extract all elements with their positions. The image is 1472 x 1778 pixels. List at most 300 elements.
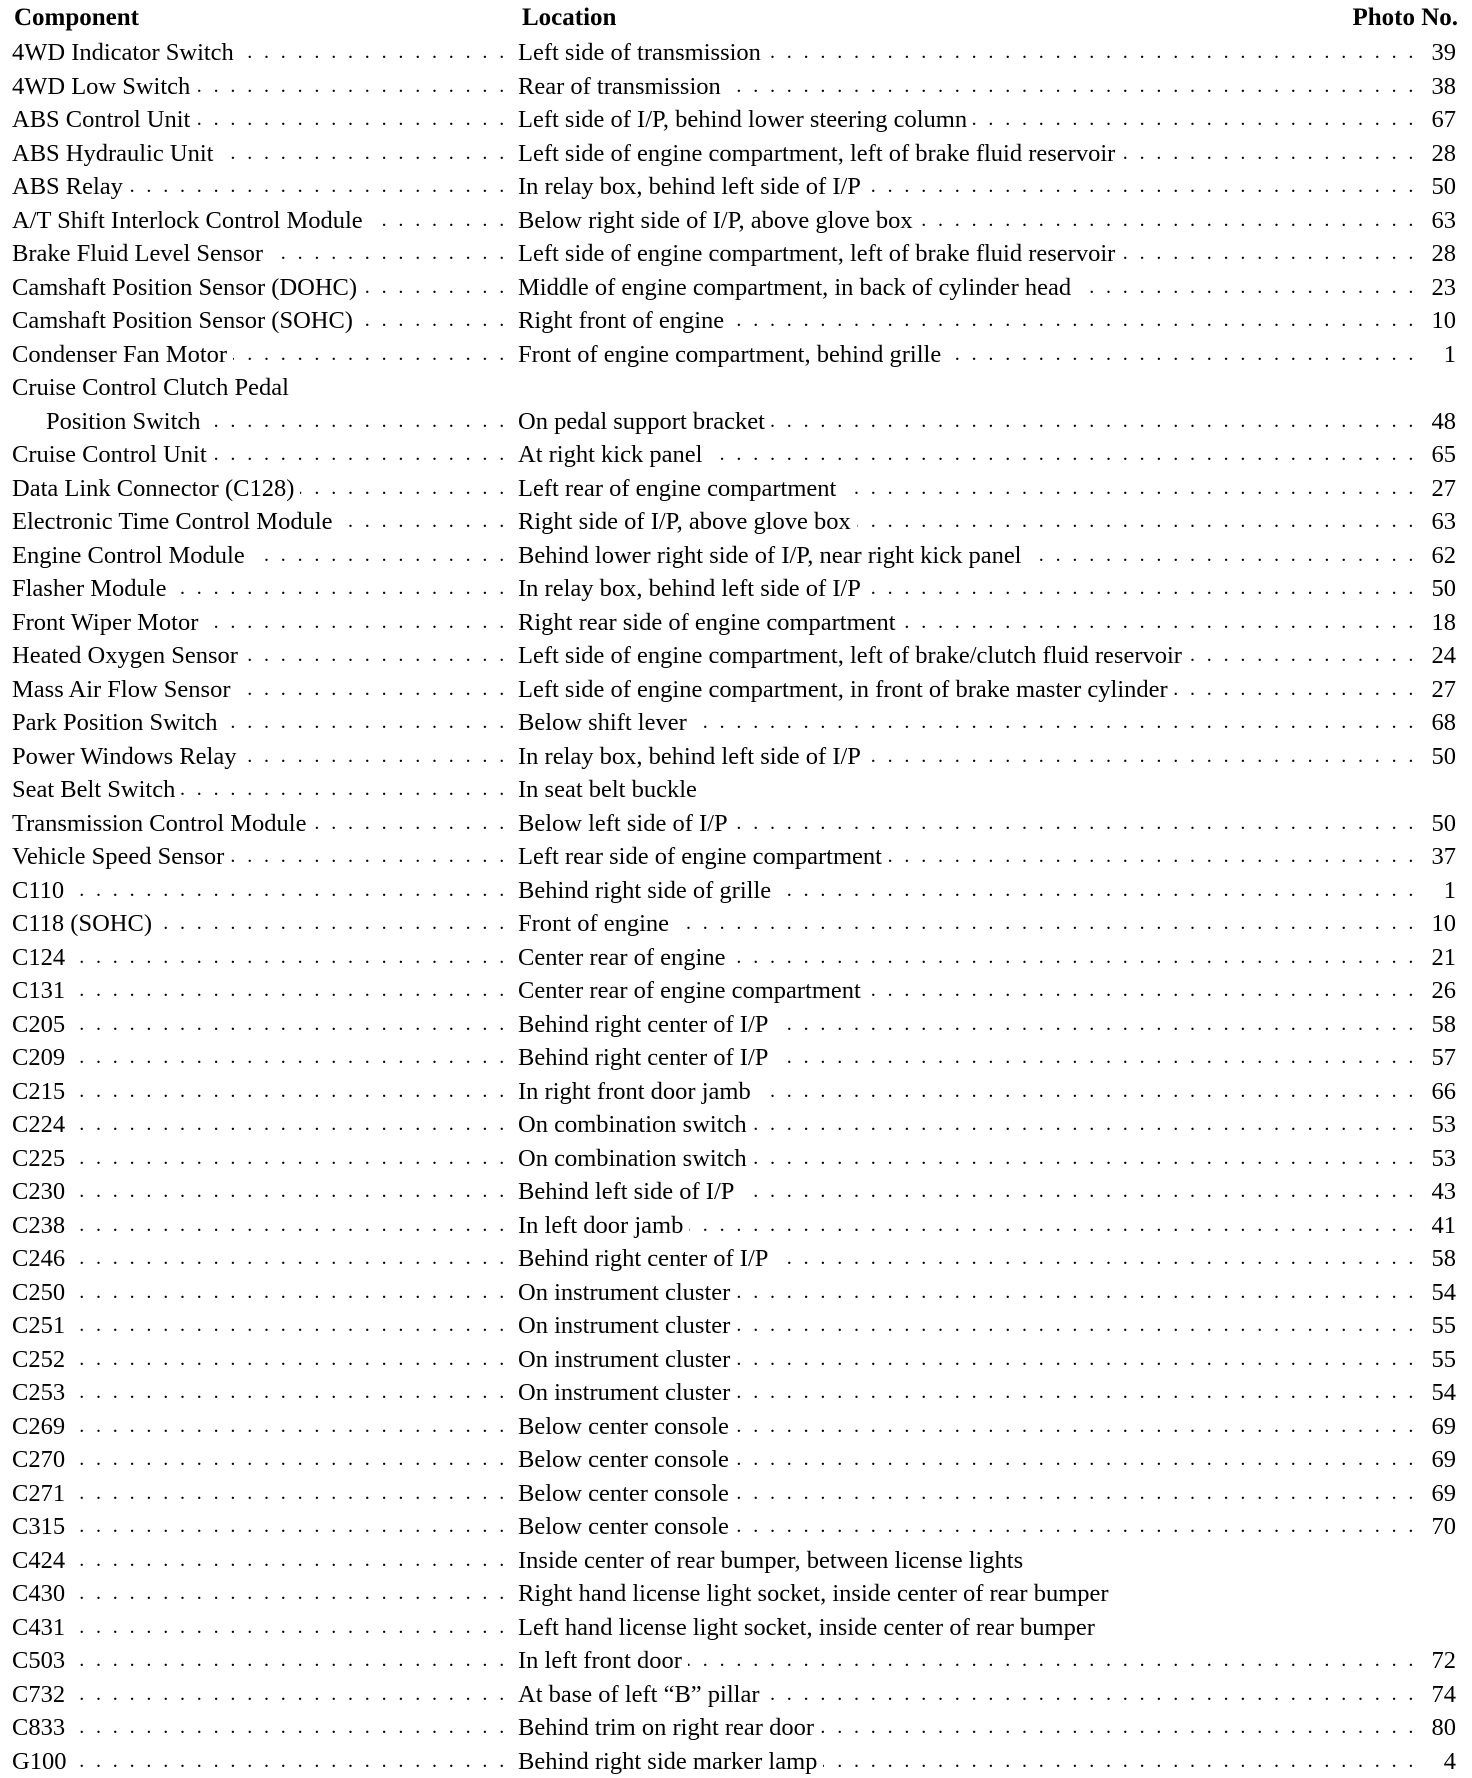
- component-cell: [12, 807, 518, 841]
- component-name: Vehicle Speed Sensor: [12, 843, 230, 870]
- dot-leader: [12, 1242, 506, 1276]
- component-cell: [12, 103, 518, 137]
- dot-leader: [12, 974, 506, 1008]
- component-cell: [12, 1376, 518, 1410]
- location-text: Left side of engine compartment, in front of brake master cylinder: [518, 676, 1174, 703]
- location-cell: [518, 1175, 1456, 1209]
- component-cell: [12, 1309, 518, 1343]
- photo-number: 80: [1426, 1711, 1457, 1745]
- component-cell: [12, 639, 518, 673]
- photo-number: 74: [1426, 1678, 1457, 1712]
- location-cell: [518, 606, 1456, 640]
- location-cell: [518, 874, 1456, 908]
- component-name: 4WD Indicator Switch: [12, 39, 240, 66]
- location-cell: [518, 673, 1456, 707]
- location-text: In right front door jamb: [518, 1078, 757, 1105]
- dot-leader: [12, 1544, 506, 1578]
- table-row: [12, 673, 1456, 707]
- location-text: On combination switch: [518, 1145, 753, 1172]
- table-row: [12, 706, 1456, 740]
- photo-number: 23: [1426, 271, 1457, 305]
- table-row: [12, 103, 1456, 137]
- location-cell: [518, 70, 1456, 104]
- dot-leader: [12, 1008, 506, 1042]
- component-name: Park Position Switch: [12, 709, 224, 736]
- table-row: [12, 1309, 1456, 1343]
- location-text: In seat belt buckle: [518, 776, 703, 803]
- component-name: C833: [12, 1714, 71, 1741]
- table-row: [12, 1209, 1456, 1243]
- location-cell: [518, 807, 1456, 841]
- table-row: [12, 70, 1456, 104]
- photo-number: 43: [1426, 1175, 1457, 1209]
- component-name: Electronic Time Control Module: [12, 508, 339, 535]
- location-text: In left front door: [518, 1647, 688, 1674]
- photo-number: 50: [1426, 740, 1457, 774]
- component-cell: [12, 1477, 518, 1511]
- component-name: C732: [12, 1681, 71, 1708]
- photo-number: 69: [1426, 1443, 1457, 1477]
- table-body: [12, 36, 1456, 1778]
- location-text: On instrument cluster: [518, 1312, 736, 1339]
- location-cell: [518, 539, 1456, 573]
- location-text: Behind right side of grille: [518, 877, 777, 904]
- component-name: C124: [12, 944, 71, 971]
- photo-number: 58: [1426, 1242, 1457, 1276]
- photo-number: 53: [1426, 1108, 1457, 1142]
- location-cell: [518, 706, 1456, 740]
- component-name: C230: [12, 1178, 71, 1205]
- component-cell: [12, 371, 518, 405]
- location-cell: [518, 204, 1456, 238]
- table-row: [12, 271, 1456, 305]
- dot-leader: [12, 1577, 506, 1611]
- photo-number: 27: [1426, 673, 1457, 707]
- component-cell: [12, 304, 518, 338]
- table-row: [12, 1410, 1456, 1444]
- table-header: [14, 2, 1458, 34]
- location-cell: [518, 405, 1456, 439]
- location-cell: [518, 338, 1456, 372]
- location-cell: [518, 941, 1456, 975]
- component-cell: [12, 941, 518, 975]
- component-cell: [12, 773, 518, 807]
- component-cell: [12, 840, 518, 874]
- component-cell: [12, 572, 518, 606]
- photo-number: 38: [1426, 70, 1457, 104]
- location-text: At base of left “B” pillar: [518, 1681, 766, 1708]
- location-cell: [518, 1443, 1456, 1477]
- location-text: At right kick panel: [518, 441, 708, 468]
- location-cell: [518, 1678, 1456, 1712]
- component-name: Brake Fluid Level Sensor: [12, 240, 269, 267]
- location-cell: [518, 170, 1456, 204]
- location-text: On combination switch: [518, 1111, 753, 1138]
- table-row: [12, 941, 1456, 975]
- location-text: Inside center of rear bumper, between license lights: [518, 1547, 1029, 1574]
- photo-number: 4: [1438, 1745, 1456, 1778]
- dot-leader: [12, 1443, 506, 1477]
- component-cell: [12, 974, 518, 1008]
- component-cell: [12, 1443, 518, 1477]
- component-cell: [12, 438, 518, 472]
- location-cell: [518, 1544, 1456, 1578]
- table-row: [12, 204, 1456, 238]
- photo-number: 68: [1426, 706, 1457, 740]
- table-row: [12, 405, 1456, 439]
- dot-leader: [12, 1510, 506, 1544]
- component-cell: [12, 1142, 518, 1176]
- component-cell: [12, 338, 518, 372]
- location-text: Behind lower right side of I/P, near right kick panel: [518, 542, 1028, 569]
- component-cell: [12, 1343, 518, 1377]
- component-name: Heated Oxygen Sensor: [12, 642, 244, 669]
- photo-number: 70: [1426, 1510, 1457, 1544]
- location-text: Middle of engine compartment, in back of cylinder head: [518, 274, 1077, 301]
- location-cell: [518, 1577, 1456, 1611]
- table-row: [12, 1343, 1456, 1377]
- component-name: Position Switch: [12, 408, 207, 435]
- location-text: Right front of engine: [518, 307, 730, 334]
- component-cell: [12, 204, 518, 238]
- component-name: Mass Air Flow Sensor: [12, 676, 236, 703]
- location-cell: [518, 472, 1456, 506]
- component-cell: [12, 740, 518, 774]
- dot-leader: [12, 1041, 506, 1075]
- component-name: C205: [12, 1011, 71, 1038]
- dot-leader: [12, 1477, 506, 1511]
- component-name: G100: [12, 1748, 72, 1775]
- photo-number: 63: [1426, 204, 1457, 238]
- location-cell: [518, 137, 1456, 171]
- component-name: C238: [12, 1212, 71, 1239]
- table-row: [12, 639, 1456, 673]
- component-cell: [12, 505, 518, 539]
- photo-number: 21: [1426, 941, 1457, 975]
- component-name: Transmission Control Module: [12, 810, 313, 837]
- header-component: Component: [14, 2, 139, 34]
- table-row: [12, 1108, 1456, 1142]
- table-row: [12, 1678, 1456, 1712]
- component-name: C430: [12, 1580, 71, 1607]
- location-text: Left side of engine compartment, left of brake fluid reservoir: [518, 140, 1121, 167]
- component-name: C209: [12, 1044, 71, 1071]
- photo-number: 27: [1426, 472, 1457, 506]
- component-cell: [12, 907, 518, 941]
- table-row: [12, 338, 1456, 372]
- dot-leader: [12, 1175, 506, 1209]
- table-row: [12, 1075, 1456, 1109]
- photo-number: 55: [1426, 1309, 1457, 1343]
- photo-number: 28: [1426, 137, 1457, 171]
- location-cell: [518, 1477, 1456, 1511]
- location-text: On instrument cluster: [518, 1279, 736, 1306]
- component-name: C252: [12, 1346, 71, 1373]
- dot-leader: [12, 1309, 506, 1343]
- table-row: [12, 773, 1456, 807]
- location-text: Behind right center of I/P: [518, 1011, 774, 1038]
- table-row: [12, 606, 1456, 640]
- table-row: [12, 1376, 1456, 1410]
- location-text: Behind right center of I/P: [518, 1245, 774, 1272]
- photo-number: 53: [1426, 1142, 1457, 1176]
- table-row: [12, 572, 1456, 606]
- location-cell: [518, 1242, 1456, 1276]
- component-cell: [12, 170, 518, 204]
- location-text: Center rear of engine compartment: [518, 977, 867, 1004]
- location-text: Front of engine: [518, 910, 675, 937]
- photo-number: 48: [1426, 405, 1457, 439]
- location-cell: [518, 1142, 1456, 1176]
- component-cell: [12, 70, 518, 104]
- component-name: A/T Shift Interlock Control Module: [12, 207, 369, 234]
- location-cell: [518, 907, 1456, 941]
- component-name: Cruise Control Unit: [12, 441, 213, 468]
- table-row: [12, 1711, 1456, 1745]
- component-name: Camshaft Position Sensor (SOHC): [12, 307, 359, 334]
- location-cell: [518, 271, 1456, 305]
- component-name: C424: [12, 1547, 71, 1574]
- location-text: Rear of transmission: [518, 73, 727, 100]
- table-row: [12, 1142, 1456, 1176]
- component-cell: [12, 137, 518, 171]
- table-row: [12, 1544, 1456, 1578]
- component-cell: [12, 1108, 518, 1142]
- component-cell: [12, 1276, 518, 1310]
- table-row: [12, 1510, 1456, 1544]
- component-cell: [12, 874, 518, 908]
- component-cell: [12, 1611, 518, 1645]
- component-cell: [12, 405, 518, 439]
- component-cell: [12, 1209, 518, 1243]
- photo-number: 54: [1426, 1276, 1457, 1310]
- photo-number: 62: [1426, 539, 1457, 573]
- component-name: Camshaft Position Sensor (DOHC): [12, 274, 363, 301]
- table-row: [12, 505, 1456, 539]
- table-row: [12, 1443, 1456, 1477]
- component-cell: [12, 271, 518, 305]
- location-text: [518, 374, 524, 401]
- table-row: [12, 840, 1456, 874]
- location-cell: [518, 1041, 1456, 1075]
- component-name: C270: [12, 1446, 71, 1473]
- component-name: Cruise Control Clutch Pedal: [12, 374, 295, 401]
- photo-number: 41: [1426, 1209, 1457, 1243]
- table-row: [12, 1644, 1456, 1678]
- photo-number: 66: [1426, 1075, 1457, 1109]
- location-text: Left side of I/P, behind lower steering column: [518, 106, 973, 133]
- photo-number: 55: [1426, 1343, 1457, 1377]
- component-name: 4WD Low Switch: [12, 73, 196, 100]
- component-name: C246: [12, 1245, 71, 1272]
- location-cell: [518, 1644, 1456, 1678]
- location-cell: [518, 505, 1456, 539]
- component-name: C110: [12, 877, 70, 904]
- location-cell: [518, 1075, 1456, 1109]
- location-text: In relay box, behind left side of I/P: [518, 575, 867, 602]
- location-cell: [518, 237, 1456, 271]
- location-cell: [518, 572, 1456, 606]
- location-text: Right rear side of engine compartment: [518, 609, 902, 636]
- location-cell: [518, 740, 1456, 774]
- location-text: Below center console: [518, 1480, 735, 1507]
- location-text: Below shift lever: [518, 709, 693, 736]
- location-text: Behind right side marker lamp: [518, 1748, 823, 1775]
- dot-leader: [12, 1276, 506, 1310]
- dot-leader: [12, 1108, 506, 1142]
- table-row: [12, 1611, 1456, 1645]
- location-text: Front of engine compartment, behind grille: [518, 341, 947, 368]
- component-name: C215: [12, 1078, 71, 1105]
- table-row: [12, 907, 1456, 941]
- component-name: C224: [12, 1111, 71, 1138]
- location-cell: [518, 1745, 1456, 1778]
- photo-number: 24: [1426, 639, 1457, 673]
- component-cell: [12, 673, 518, 707]
- location-text: Below left side of I/P: [518, 810, 734, 837]
- location-text: Below center console: [518, 1446, 735, 1473]
- photo-number: 1: [1438, 874, 1456, 908]
- location-text: In left door jamb: [518, 1212, 689, 1239]
- table-row: [12, 438, 1456, 472]
- component-name: Engine Control Module: [12, 542, 251, 569]
- table-row: [12, 1477, 1456, 1511]
- component-name: Condenser Fan Motor: [12, 341, 233, 368]
- photo-number: 26: [1426, 974, 1457, 1008]
- component-name: ABS Hydraulic Unit: [12, 140, 219, 167]
- location-text: On instrument cluster: [518, 1346, 736, 1373]
- table-row: [12, 874, 1456, 908]
- component-cell: [12, 606, 518, 640]
- component-cell: [12, 472, 518, 506]
- location-cell: [518, 1108, 1456, 1142]
- table-row: [12, 539, 1456, 573]
- component-name: C503: [12, 1647, 71, 1674]
- location-cell: [518, 773, 1456, 807]
- location-cell: [518, 1510, 1456, 1544]
- dot-leader: [12, 1611, 506, 1645]
- location-cell: [518, 103, 1456, 137]
- dot-leader: [12, 1644, 506, 1678]
- component-cell: [12, 1678, 518, 1712]
- component-cell: [12, 36, 518, 70]
- photo-number: 28: [1426, 237, 1457, 271]
- component-name: C131: [12, 977, 71, 1004]
- location-cell: [518, 974, 1456, 1008]
- table-row: [12, 1276, 1456, 1310]
- location-text: Left hand license light socket, inside center of rear bumper: [518, 1614, 1101, 1641]
- photo-number: 37: [1426, 840, 1457, 874]
- location-cell: [518, 1309, 1456, 1343]
- component-name: C250: [12, 1279, 71, 1306]
- location-cell: [518, 639, 1456, 673]
- location-cell: [518, 1008, 1456, 1042]
- table-row: [12, 304, 1456, 338]
- location-cell: [518, 1410, 1456, 1444]
- photo-number: 57: [1426, 1041, 1457, 1075]
- component-name: C431: [12, 1614, 71, 1641]
- location-cell: [518, 438, 1456, 472]
- component-cell: [12, 1644, 518, 1678]
- location-cell: [518, 1611, 1456, 1645]
- component-name: Seat Belt Switch: [12, 776, 181, 803]
- dot-leader: [12, 941, 506, 975]
- photo-number: 67: [1426, 103, 1457, 137]
- component-cell: [12, 1577, 518, 1611]
- component-name: ABS Relay: [12, 173, 129, 200]
- dot-leader: [12, 1343, 506, 1377]
- photo-number: 50: [1426, 170, 1457, 204]
- table-row: [12, 974, 1456, 1008]
- dot-leader: [12, 1209, 506, 1243]
- component-cell: [12, 1175, 518, 1209]
- photo-number: 69: [1426, 1477, 1457, 1511]
- photo-number: 72: [1426, 1644, 1457, 1678]
- dot-leader: [12, 1745, 506, 1778]
- dot-leader: [12, 1376, 506, 1410]
- component-name: Power Windows Relay: [12, 743, 242, 770]
- location-text: Left rear side of engine compartment: [518, 843, 888, 870]
- component-name: C315: [12, 1513, 71, 1540]
- component-cell: [12, 1410, 518, 1444]
- dot-leader: [12, 1410, 506, 1444]
- dot-leader: [12, 1678, 506, 1712]
- table-row: [12, 1175, 1456, 1209]
- location-cell: [518, 1276, 1456, 1310]
- photo-number: 69: [1426, 1410, 1457, 1444]
- photo-number: 50: [1426, 807, 1457, 841]
- table-row: [12, 36, 1456, 70]
- table-row: [12, 1242, 1456, 1276]
- photo-number: 10: [1426, 304, 1457, 338]
- component-cell: [12, 1008, 518, 1042]
- location-cell: [518, 1376, 1456, 1410]
- location-text: Left rear of engine compartment: [518, 475, 842, 502]
- dot-leader: [12, 874, 506, 908]
- location-cell: [518, 1209, 1456, 1243]
- component-name: Data Link Connector (C128): [12, 475, 300, 502]
- location-text: On pedal support bracket: [518, 408, 771, 435]
- location-text: Left side of engine compartment, left of brake/clutch fluid reservoir: [518, 642, 1188, 669]
- location-text: In relay box, behind left side of I/P: [518, 743, 867, 770]
- component-cell: [12, 1510, 518, 1544]
- component-cell: [12, 1745, 518, 1778]
- location-text: Left side of engine compartment, left of brake fluid reservoir: [518, 240, 1121, 267]
- table-row: [12, 1577, 1456, 1611]
- location-text: Left side of transmission: [518, 39, 767, 66]
- photo-number: 58: [1426, 1008, 1457, 1042]
- table-row: [12, 472, 1456, 506]
- table-row: [12, 807, 1456, 841]
- header-photo-no: Photo No.: [1352, 2, 1458, 34]
- component-name: C251: [12, 1312, 71, 1339]
- photo-number: 18: [1426, 606, 1457, 640]
- location-cell: [518, 1343, 1456, 1377]
- component-name: C269: [12, 1413, 71, 1440]
- component-cell: [12, 1242, 518, 1276]
- component-cell: [12, 1075, 518, 1109]
- component-name: C271: [12, 1480, 71, 1507]
- photo-number: 39: [1426, 36, 1457, 70]
- dot-leader: [12, 1075, 506, 1109]
- component-cell: [12, 539, 518, 573]
- table-row: [12, 170, 1456, 204]
- location-cell: [518, 304, 1456, 338]
- photo-number: 1: [1438, 338, 1456, 372]
- header-location: Location: [522, 2, 616, 34]
- location-text: Center rear of engine: [518, 944, 731, 971]
- location-text: Right side of I/P, above glove box: [518, 508, 857, 535]
